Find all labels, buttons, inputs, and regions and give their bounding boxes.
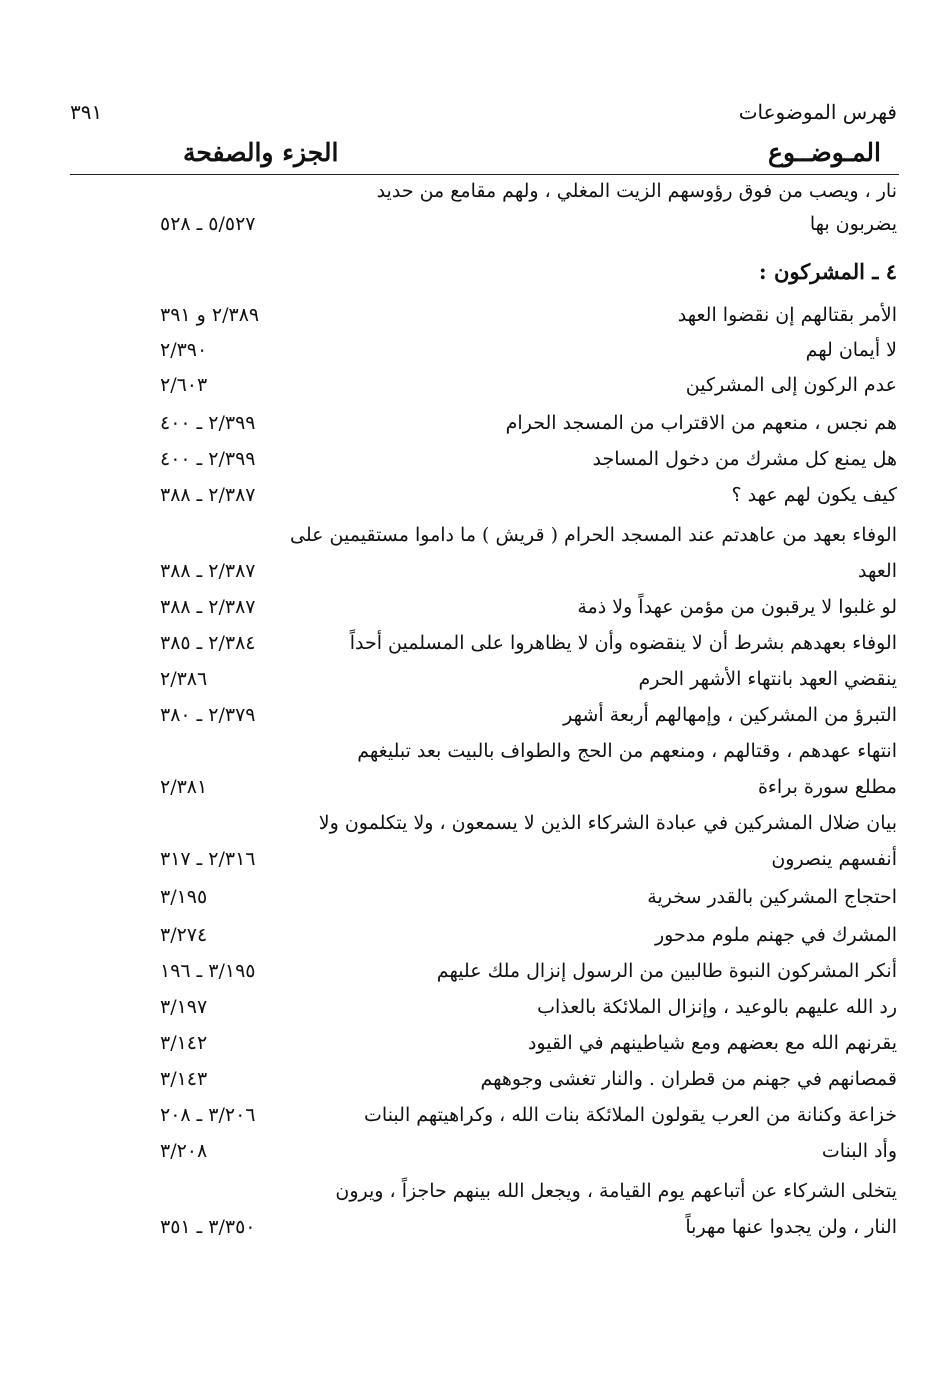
index-row <box>0 484 949 516</box>
entry-topic: يتخلى الشركاء عن أتباعهم يوم القيامة ، ويجعل الله بينهم حاجزاً ، ويرون <box>335 1180 897 1202</box>
entry-topic: مطلع سورة براءة <box>757 776 897 798</box>
index-row <box>0 374 949 406</box>
entry-reference: ٣/١٩٥ <box>160 886 208 908</box>
entry-reference: ٣/١٤٢ <box>160 1032 208 1054</box>
index-row <box>0 960 949 992</box>
section-heading: ٤ ـ المشركون : <box>758 259 897 284</box>
index-row <box>0 924 949 956</box>
entry-reference: ٣/١٤٣ <box>160 1068 208 1090</box>
entry-topic: ينقضي العهد بانتهاء الأشهر الحرم <box>638 668 897 690</box>
index-row <box>0 339 949 371</box>
entry-topic: خزاعة وكنانة من العرب يقولون الملائكة بنات الله ، وكراهيتهم البنات <box>364 1104 897 1126</box>
index-row <box>0 180 949 212</box>
entry-topic: هم نجس ، منعهم من الاقتراب من المسجد الحرام <box>505 412 897 434</box>
page-number: ٣٩١ <box>70 100 103 124</box>
column-header-topic: المـوضــوع <box>768 138 881 167</box>
entry-reference: ٣/٣٥٠ ـ ٣٥١ <box>160 1216 256 1238</box>
entry-reference: ٢/٣٨٦ <box>160 668 208 690</box>
entry-topic: الوفاء بعهدهم بشرط أن لا ينقضوه وأن لا يظاهروا على المسلمين أحداً <box>349 632 897 654</box>
header-rule <box>70 174 899 175</box>
running-head-title: فهرس الموضوعات <box>738 100 897 124</box>
index-row <box>0 740 949 772</box>
entry-topic: أنكر المشركون النبوة طالبين من الرسول إنزال ملك عليهم <box>436 960 897 982</box>
index-row <box>0 596 949 628</box>
entry-reference: ٣/١٩٧ <box>160 996 208 1018</box>
index-row <box>0 412 949 444</box>
entry-topic: احتجاج المشركين بالقدر سخرية <box>647 886 897 908</box>
entry-reference: ٢/٣١٦ ـ ٣١٧ <box>160 848 256 870</box>
entry-topic: لو غلبوا لا يرقبون من مؤمن عهداً ولا ذمة <box>577 596 897 618</box>
entry-reference: ٢/٣٧٩ ـ ٣٨٠ <box>160 704 256 726</box>
entry-reference: ٣/٢٠٦ ـ ٢٠٨ <box>160 1104 256 1126</box>
entry-reference: ٢/٣٨١ <box>160 776 208 798</box>
index-row <box>0 632 949 664</box>
entry-topic: كيف يكون لهم عهد ؟ <box>731 484 897 506</box>
index-row <box>0 304 949 336</box>
entry-topic: الوفاء بعهد من عاهدتم عند المسجد الحرام ( قريش ) ما داموا مستقيمين على <box>290 524 897 546</box>
entry-topic: العهد <box>858 560 897 582</box>
index-row <box>0 1180 949 1212</box>
index-row <box>0 704 949 736</box>
entry-topic: قمصانهم في جهنم من قطران . والنار تغشى وجوههم <box>480 1068 897 1090</box>
entry-topic: يضربون بها <box>809 213 897 235</box>
entry-topic: يقرنهم الله مع بعضهم ومع شياطينهم في القيود <box>527 1032 897 1054</box>
entry-topic: انتهاء عهدهم ، وقتالهم ، ومنعهم من الحج والطواف بالبيت بعد تبليغهم <box>357 740 897 762</box>
entry-topic: نار ، ويصب من فوق رؤوسهم الزيت المغلي ، ولهم مقامع من حديد <box>376 180 897 202</box>
entry-topic: رد الله عليهم بالوعيد ، وإنزال الملائكة بالعذاب <box>537 996 897 1018</box>
index-row <box>0 1104 949 1136</box>
entry-reference: ٢/٣٨٧ ـ ٣٨٨ <box>160 560 256 582</box>
entry-reference: ٣/١٩٥ ـ ١٩٦ <box>160 960 256 982</box>
entry-reference: ٢/٣٩٩ ـ ٤٠٠ <box>160 448 256 470</box>
entry-topic: بيان ضلال المشركين في عبادة الشركاء الذين لا يسمعون ، ولا يتكلمون ولا <box>318 812 897 834</box>
entry-reference: ٢/٣٩٠ <box>160 339 208 361</box>
entry-topic: الأمر بقتالهم إن نقضوا العهد <box>677 304 897 326</box>
entry-reference: ٢/٣٨٩ و ٣٩١ <box>160 304 260 326</box>
entry-topic: التبرؤ من المشركين ، وإمهالهم أربعة أشهر <box>563 704 897 726</box>
index-row <box>0 448 949 480</box>
entry-reference: ٣/٢٠٨ <box>160 1140 208 1162</box>
entry-reference: ٢/٣٨٤ ـ ٣٨٥ <box>160 632 256 654</box>
index-row <box>0 812 949 844</box>
index-row <box>0 1032 949 1064</box>
index-row <box>0 1216 949 1248</box>
entry-topic: النار ، ولن يجدوا عنها مهرباً <box>685 1216 897 1238</box>
entry-topic: هل يمنع كل مشرك من دخول المساجد <box>592 448 897 470</box>
entry-reference: ٢/٦٠٣ <box>160 374 208 396</box>
entry-reference: ٢/٣٩٩ ـ ٤٠٠ <box>160 412 256 434</box>
index-row <box>0 1068 949 1100</box>
index-row <box>0 1140 949 1172</box>
index-row <box>0 259 949 291</box>
entry-reference: ٣/٢٧٤ <box>160 924 208 946</box>
index-row <box>0 668 949 700</box>
entry-reference: ٥/٥٢٧ ـ ٥٢٨ <box>160 213 256 235</box>
entry-topic: عدم الركون إلى المشركين <box>685 374 897 396</box>
entry-reference: ٢/٣٨٧ ـ ٣٨٨ <box>160 484 256 506</box>
entry-topic: وأد البنات <box>821 1140 897 1162</box>
index-row <box>0 848 949 880</box>
index-row <box>0 776 949 808</box>
entry-topic: أنفسهم ينصرون <box>771 848 897 870</box>
index-row <box>0 996 949 1028</box>
entry-topic: المشرك في جهنم ملوم مدحور <box>654 924 897 946</box>
entry-reference: ٢/٣٨٧ ـ ٣٨٨ <box>160 596 256 618</box>
index-row <box>0 560 949 592</box>
index-row <box>0 213 949 245</box>
index-row <box>0 886 949 918</box>
entry-topic: لا أيمان لهم <box>805 339 897 361</box>
column-header-reference: الجزء والصفحة <box>183 138 339 167</box>
index-row <box>0 524 949 556</box>
